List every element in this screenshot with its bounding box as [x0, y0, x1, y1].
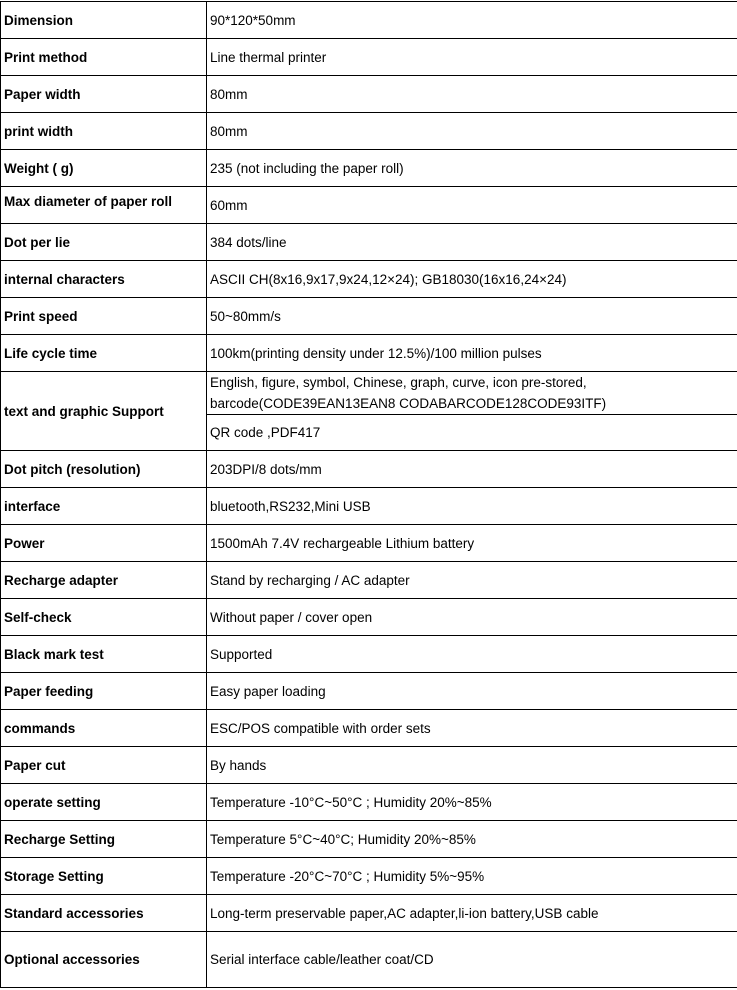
- table-row: [1, 710, 737, 747]
- spec-value: Line thermal printer: [207, 39, 737, 76]
- spec-label: Power: [1, 525, 207, 562]
- spec-label: commands: [1, 710, 207, 747]
- spec-label: Dimension: [1, 2, 207, 39]
- spec-value: 203DPI/8 dots/mm: [207, 451, 737, 488]
- spec-label: Dot pitch (resolution): [1, 451, 207, 488]
- table-row: [1, 932, 737, 988]
- spec-label: Black mark test: [1, 636, 207, 673]
- table-row: [1, 2, 737, 39]
- spec-label: operate setting: [1, 784, 207, 821]
- table-row: [1, 187, 737, 224]
- spec-value: bluetooth,RS232,Mini USB: [207, 488, 737, 525]
- spec-value: 1500mAh 7.4V rechargeable Lithium battery: [207, 525, 737, 562]
- table-row: [1, 525, 737, 562]
- spec-value: By hands: [207, 747, 737, 784]
- spec-value: ESC/POS compatible with order sets: [207, 710, 737, 747]
- spec-value: 60mm: [207, 187, 737, 224]
- spec-label: interface: [1, 488, 207, 525]
- spec-label: Print method: [1, 39, 207, 76]
- table-row: [1, 673, 737, 710]
- table-row: [1, 599, 737, 636]
- spec-value: Without paper / cover open: [207, 599, 737, 636]
- table-row: [1, 113, 737, 150]
- spec-value: 90*120*50mm: [207, 2, 737, 39]
- spec-label: Paper width: [1, 76, 207, 113]
- spec-value: Temperature -10°C~50°C ; Humidity 20%~85%: [207, 784, 737, 821]
- spec-value: 50~80mm/s: [207, 298, 737, 335]
- spec-label: Standard accessories: [1, 895, 207, 932]
- spec-label: text and graphic Support: [1, 372, 207, 451]
- table-row: [1, 261, 737, 298]
- table-row: [1, 76, 737, 113]
- spec-value: Long-term preservable paper,AC adapter,li-ion battery,USB cable: [207, 895, 737, 932]
- table-row: [1, 895, 737, 932]
- table-row: [1, 636, 737, 673]
- spec-value: 80mm: [207, 76, 737, 113]
- table-row: [1, 335, 737, 372]
- spec-value: Temperature -20°C~70°C ; Humidity 5%~95%: [207, 858, 737, 895]
- table-row: [1, 39, 737, 76]
- spec-value: 235 (not including the paper roll): [207, 150, 737, 187]
- spec-label: Storage Setting: [1, 858, 207, 895]
- spec-value: 384 dots/line: [207, 224, 737, 261]
- table-row: [1, 747, 737, 784]
- spec-value: QR code ,PDF417: [207, 415, 737, 451]
- table-row: [1, 224, 737, 261]
- spec-value: Easy paper loading: [207, 673, 737, 710]
- table-row: [1, 858, 737, 895]
- spec-value: ASCII CH(8x16,9x17,9x24,12×24); GB18030(16x16,24×24): [207, 261, 737, 298]
- table-row: [1, 451, 737, 488]
- spec-value: Temperature 5°C~40°C; Humidity 20%~85%: [207, 821, 737, 858]
- table-row: [1, 298, 737, 335]
- spec-label: Max diameter of paper roll: [1, 187, 207, 224]
- spec-table: [0, 1, 737, 988]
- spec-label: Paper cut: [1, 747, 207, 784]
- spec-value: Supported: [207, 636, 737, 673]
- spec-label: Weight ( g): [1, 150, 207, 187]
- spec-label: internal characters: [1, 261, 207, 298]
- spec-value: Serial interface cable/leather coat/CD: [207, 932, 737, 988]
- table-row: [1, 372, 737, 415]
- spec-label: Life cycle time: [1, 335, 207, 372]
- spec-label: Recharge Setting: [1, 821, 207, 858]
- table-row: [1, 784, 737, 821]
- spec-label: Recharge adapter: [1, 562, 207, 599]
- spec-label: Dot per lie: [1, 224, 207, 261]
- spec-label: Paper feeding: [1, 673, 207, 710]
- spec-value: Stand by recharging / AC adapter: [207, 562, 737, 599]
- spec-label: print width: [1, 113, 207, 150]
- spec-value: 80mm: [207, 113, 737, 150]
- table-row: [1, 488, 737, 525]
- table-row: [1, 150, 737, 187]
- table-row: [1, 562, 737, 599]
- spec-label: Optional accessories: [1, 932, 207, 988]
- spec-label: Self-check: [1, 599, 207, 636]
- spec-value: English, figure, symbol, Chinese, graph, curve, icon pre-stored, barcode(CODE39EAN13EAN8 CODABARCODE128CODE93ITF): [207, 372, 737, 415]
- spec-value: 100km(printing density under 12.5%)/100 million pulses: [207, 335, 737, 372]
- table-row: [1, 821, 737, 858]
- spec-label: Print speed: [1, 298, 207, 335]
